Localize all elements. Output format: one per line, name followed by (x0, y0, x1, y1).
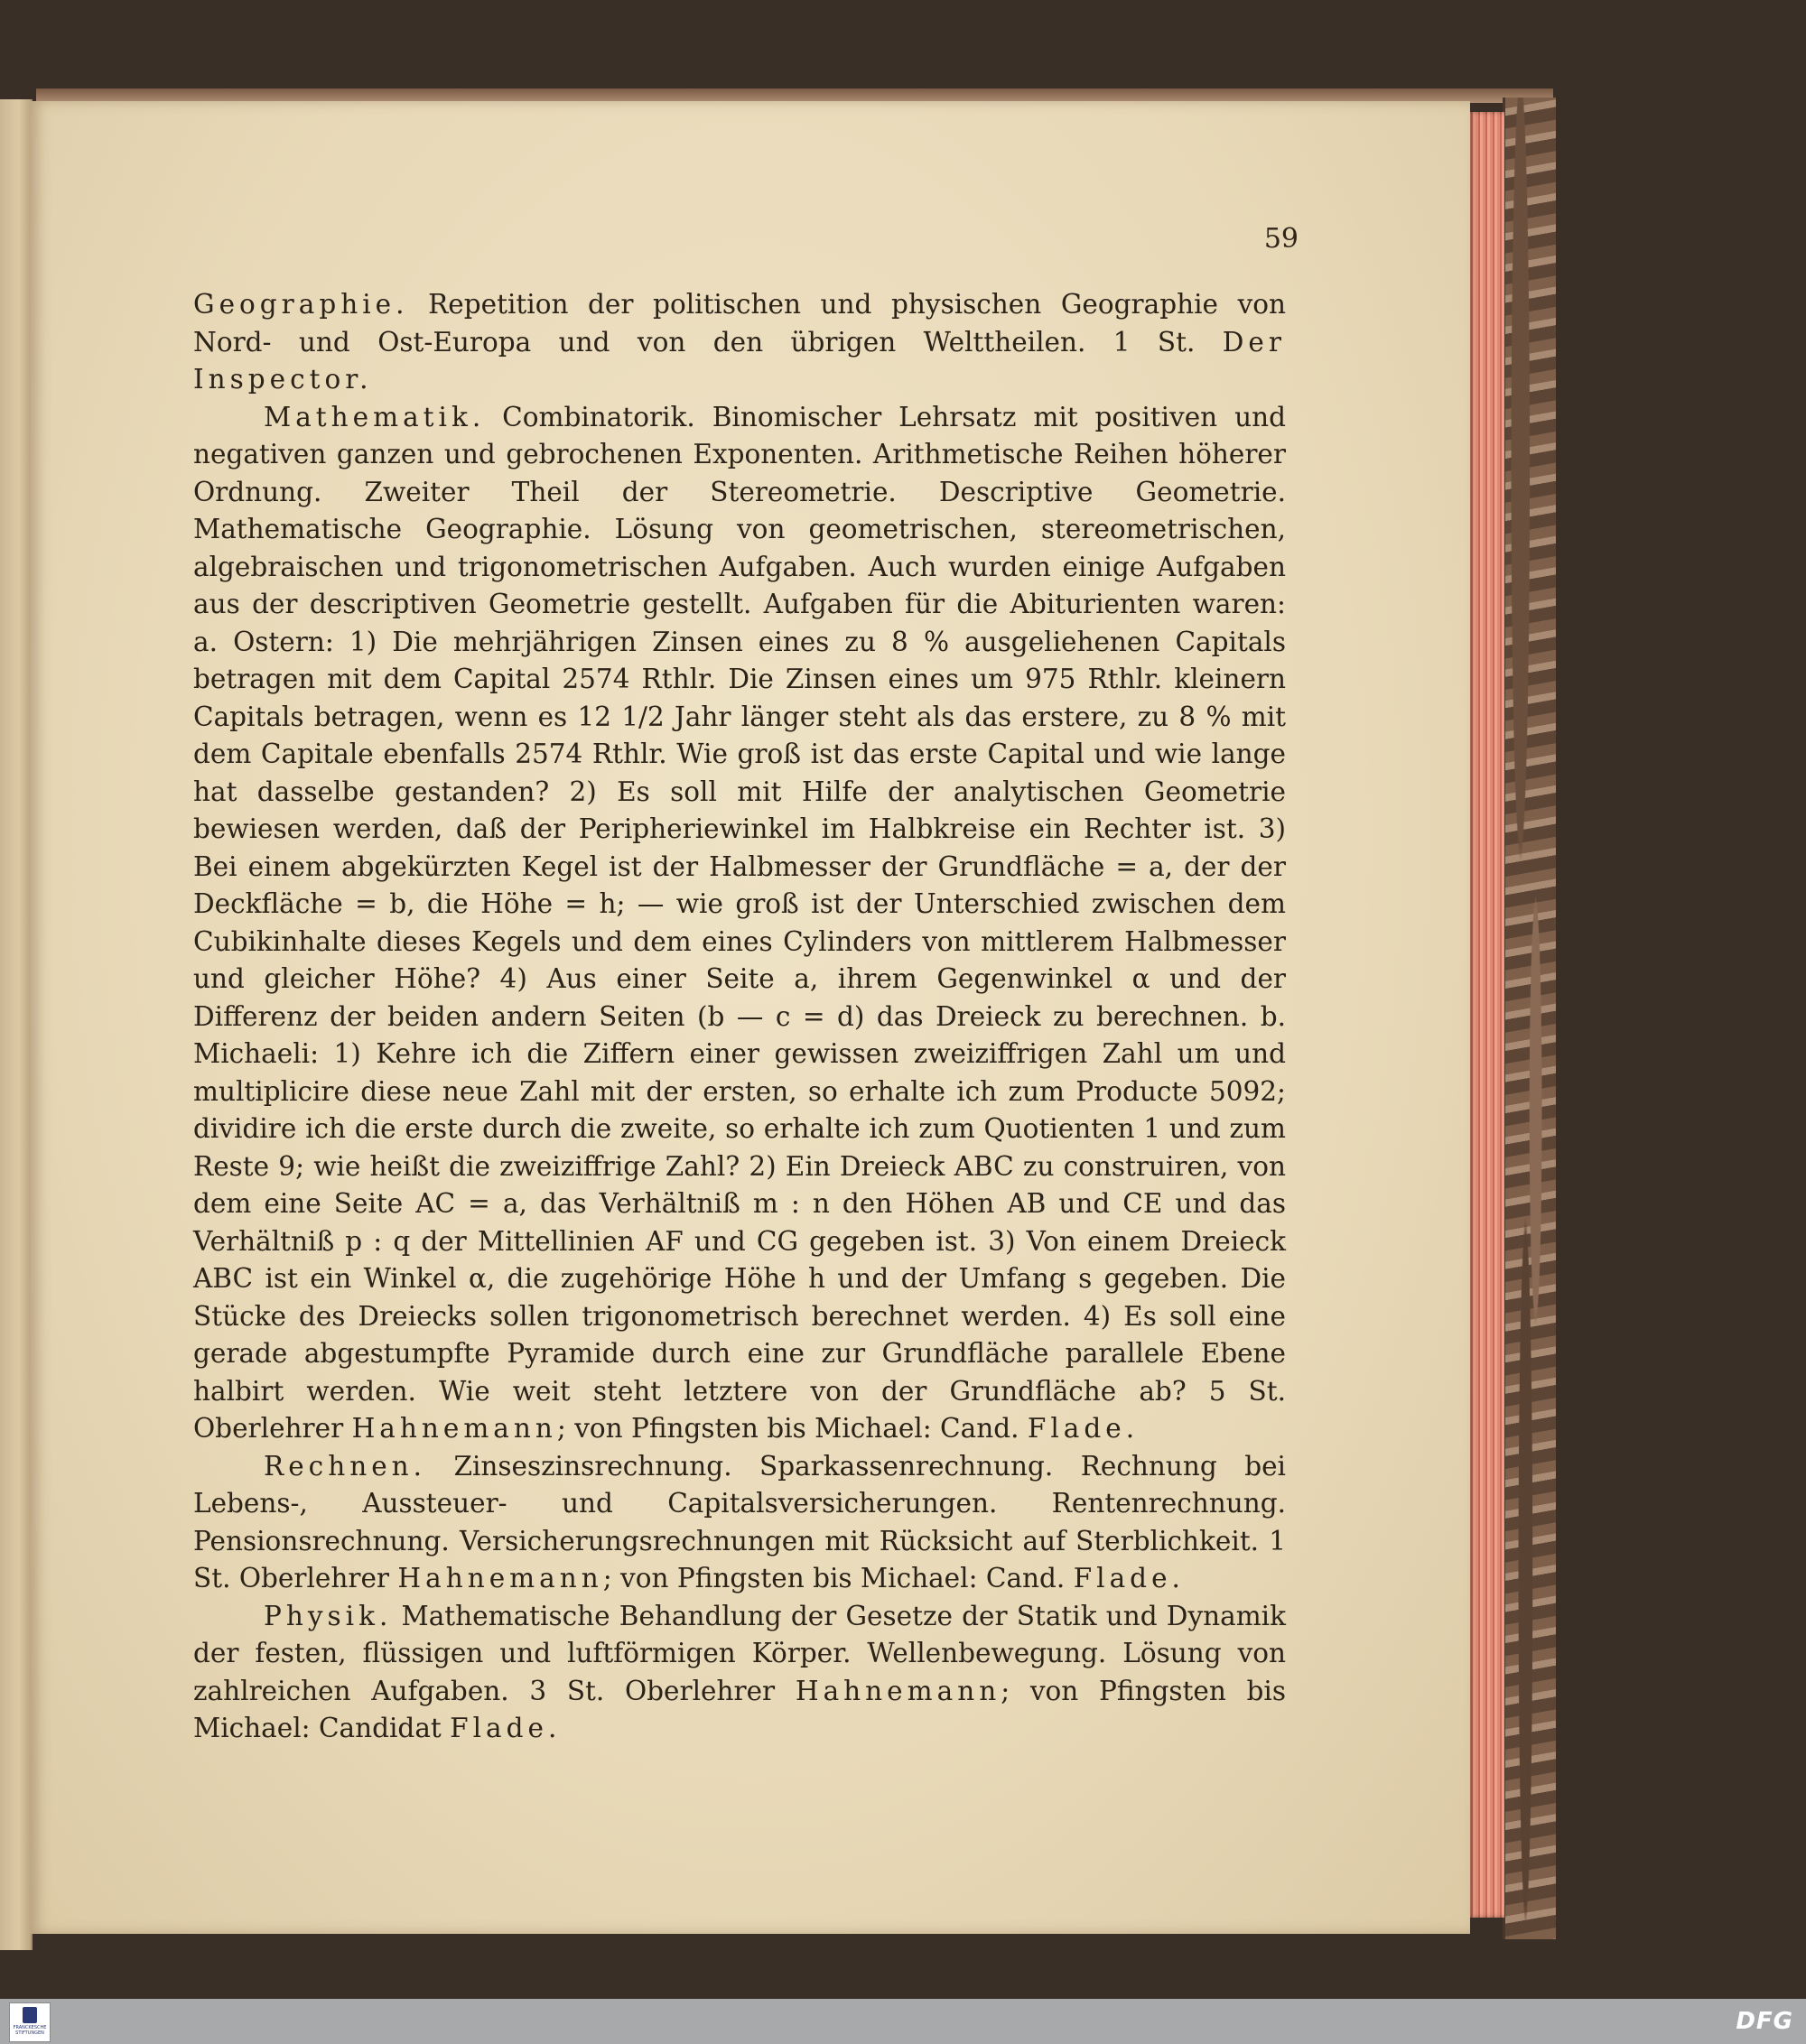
page-number: 59 (1263, 223, 1299, 255)
teacher-name: Flade. (1073, 1563, 1185, 1593)
paragraph-mathematik (193, 399, 1286, 1448)
paragraph-body: Combinatorik. Binomischer Lehrsatz mit positiven und negativen ganzen und gebrochenen Exponenten. Arithmetische Reihen höherer Ordnung. Zweiter Theil der Stereometrie. Descriptive Geometrie. Mathematische Geographie. Lösung von geometrischen, stereometrischen, algebraischen und trigonometrischen Aufgaben. Auch wurden einige Aufgaben aus der descriptiven Geometrie gestellt. Aufgaben für die Abiturienten waren: a. Ostern: 1) Die mehrjährigen Zinsen eines zu 8 % ausgeliehenen Capitals betragen mit dem Capital 2574 Rthlr. Die Zinsen eines um 975 Rthlr. kleinern Capitals betragen, wenn es 12 1/2 Jahr länger steht als das erstere, zu 8 % mit dem Capitale ebenfalls 2574 Rthlr. Wie groß ist das erste Capital und wie lange hat dasselbe gestanden? 2) Es soll mit Hilfe der analytischen Geometrie bewiesen werden, daß der Peripheriewinkel im Halbkreise ein Rechter ist. 3) Bei einem abgekürzten Kegel ist der Halbmesser der Grundfläche = a, der der Deckfläche = b, die Höhe = h; — wie groß ist der Unterschied zwischen dem Cubikinhalte dieses Kegels und dem eines Cylinders von mittlerem Halbmesser und gleicher Höhe? 4) Aus einer Seite a, ihrem Gegenwinkel α und der Differenz der beiden andern Seiten (b — c = d) das Dreieck zu berechnen. b. Michaeli: 1) Kehre ich die Ziffern einer gewissen zweiziffrigen Zahl um und multiplicire diese neue Zahl mit der ersten, so erhalte ich zum Producte 5092; dividire ich die erste durch die zweite, so erhalte ich zum Quotienten 1 und zum Reste 9; wie heißt die zweiziffrige Zahl? 2) Ein Dreieck ABC zu construiren, von dem eine Seite AC = a, das Verhältniß m : n den Höhen AB und CE und das Verhältniß p : q der Mittellinien AF und CG gegeben ist. 3) Von einem Dreieck ABC ist ein Winkel α, die zugehörige Höhe h und der Umfang s gegeben. Die Stücke des Dreiecks sollen trigonometrisch berechnet werden. 4) Es soll eine gerade abgestumpfte Pyramide durch eine zur Grundfläche parallele Ebene halbirt werden. Wie weit steht letztere von der Grundfläche ab? 5 St. Oberlehrer (193, 401, 1286, 1444)
subject-title: Physik. (264, 1600, 393, 1631)
subject-title: Geographie. (193, 289, 409, 320)
teacher-name: Hahnemann (351, 1413, 557, 1444)
paragraph-physik (193, 1598, 1286, 1748)
institution-emblem-icon (23, 2007, 37, 2023)
teacher-name: Hahnemann (397, 1563, 603, 1593)
teacher-name: Flade. (450, 1713, 562, 1743)
paragraph-body-cont: ; von Pfingsten bis Michael: Candidat (193, 1675, 1286, 1743)
viewer-footer-bar (0, 1999, 1806, 2044)
paragraph-body: Mathematische Behandlung der Gesetze der Statik und Dynamik der festen, flüssigen und luftförmigen Körper. Wellenbewegung. Lösung von zahlreichen Aufgaben. 3 St. Oberlehrer (193, 1600, 1286, 1706)
dfg-logo[interactable]: DFG (1736, 2008, 1793, 2035)
paragraph-body: Zinseszinsrechnung. Sparkassenrechnung. Rechnung bei Lebens-, Aussteuer- und Capitalsversicherungen. Rentenrechnung. Pensionsrechnung. Versicherungsrechnungen mit Rücksicht auf Sterblichkeit. 1 St. Oberlehrer (193, 1450, 1286, 1593)
book-page (31, 101, 1470, 1934)
teacher-name: Flade. (1027, 1413, 1140, 1444)
page-text (193, 286, 1286, 1748)
subject-title: Mathematik. (264, 401, 486, 432)
subject-title: Rechnen. (264, 1450, 427, 1482)
paragraph-rechnen (193, 1448, 1286, 1598)
paragraph-body-cont: ; von Pfingsten bis Michael: Cand. (556, 1413, 1028, 1444)
previous-page-edge (0, 99, 33, 1950)
teacher-name: Hahnemann (795, 1675, 1001, 1706)
institution-logo-text: FRANCKESCHE STIFTUNGEN (13, 2025, 47, 2036)
paragraph-body: Repetition der politischen und physischen Geographie von Nord- und Ost-Europa und von den übrigen Welttheilen. 1 St. (193, 289, 1286, 358)
paragraph-geographie (193, 286, 1286, 399)
page-edges (1468, 112, 1504, 1918)
book-cover-binding (1503, 98, 1556, 1939)
paragraph-body-cont: ; von Pfingsten bis Michael: Cand. (602, 1563, 1074, 1593)
institution-logo[interactable] (9, 2002, 51, 2042)
teacher-name: Der Inspector. (193, 326, 1286, 395)
